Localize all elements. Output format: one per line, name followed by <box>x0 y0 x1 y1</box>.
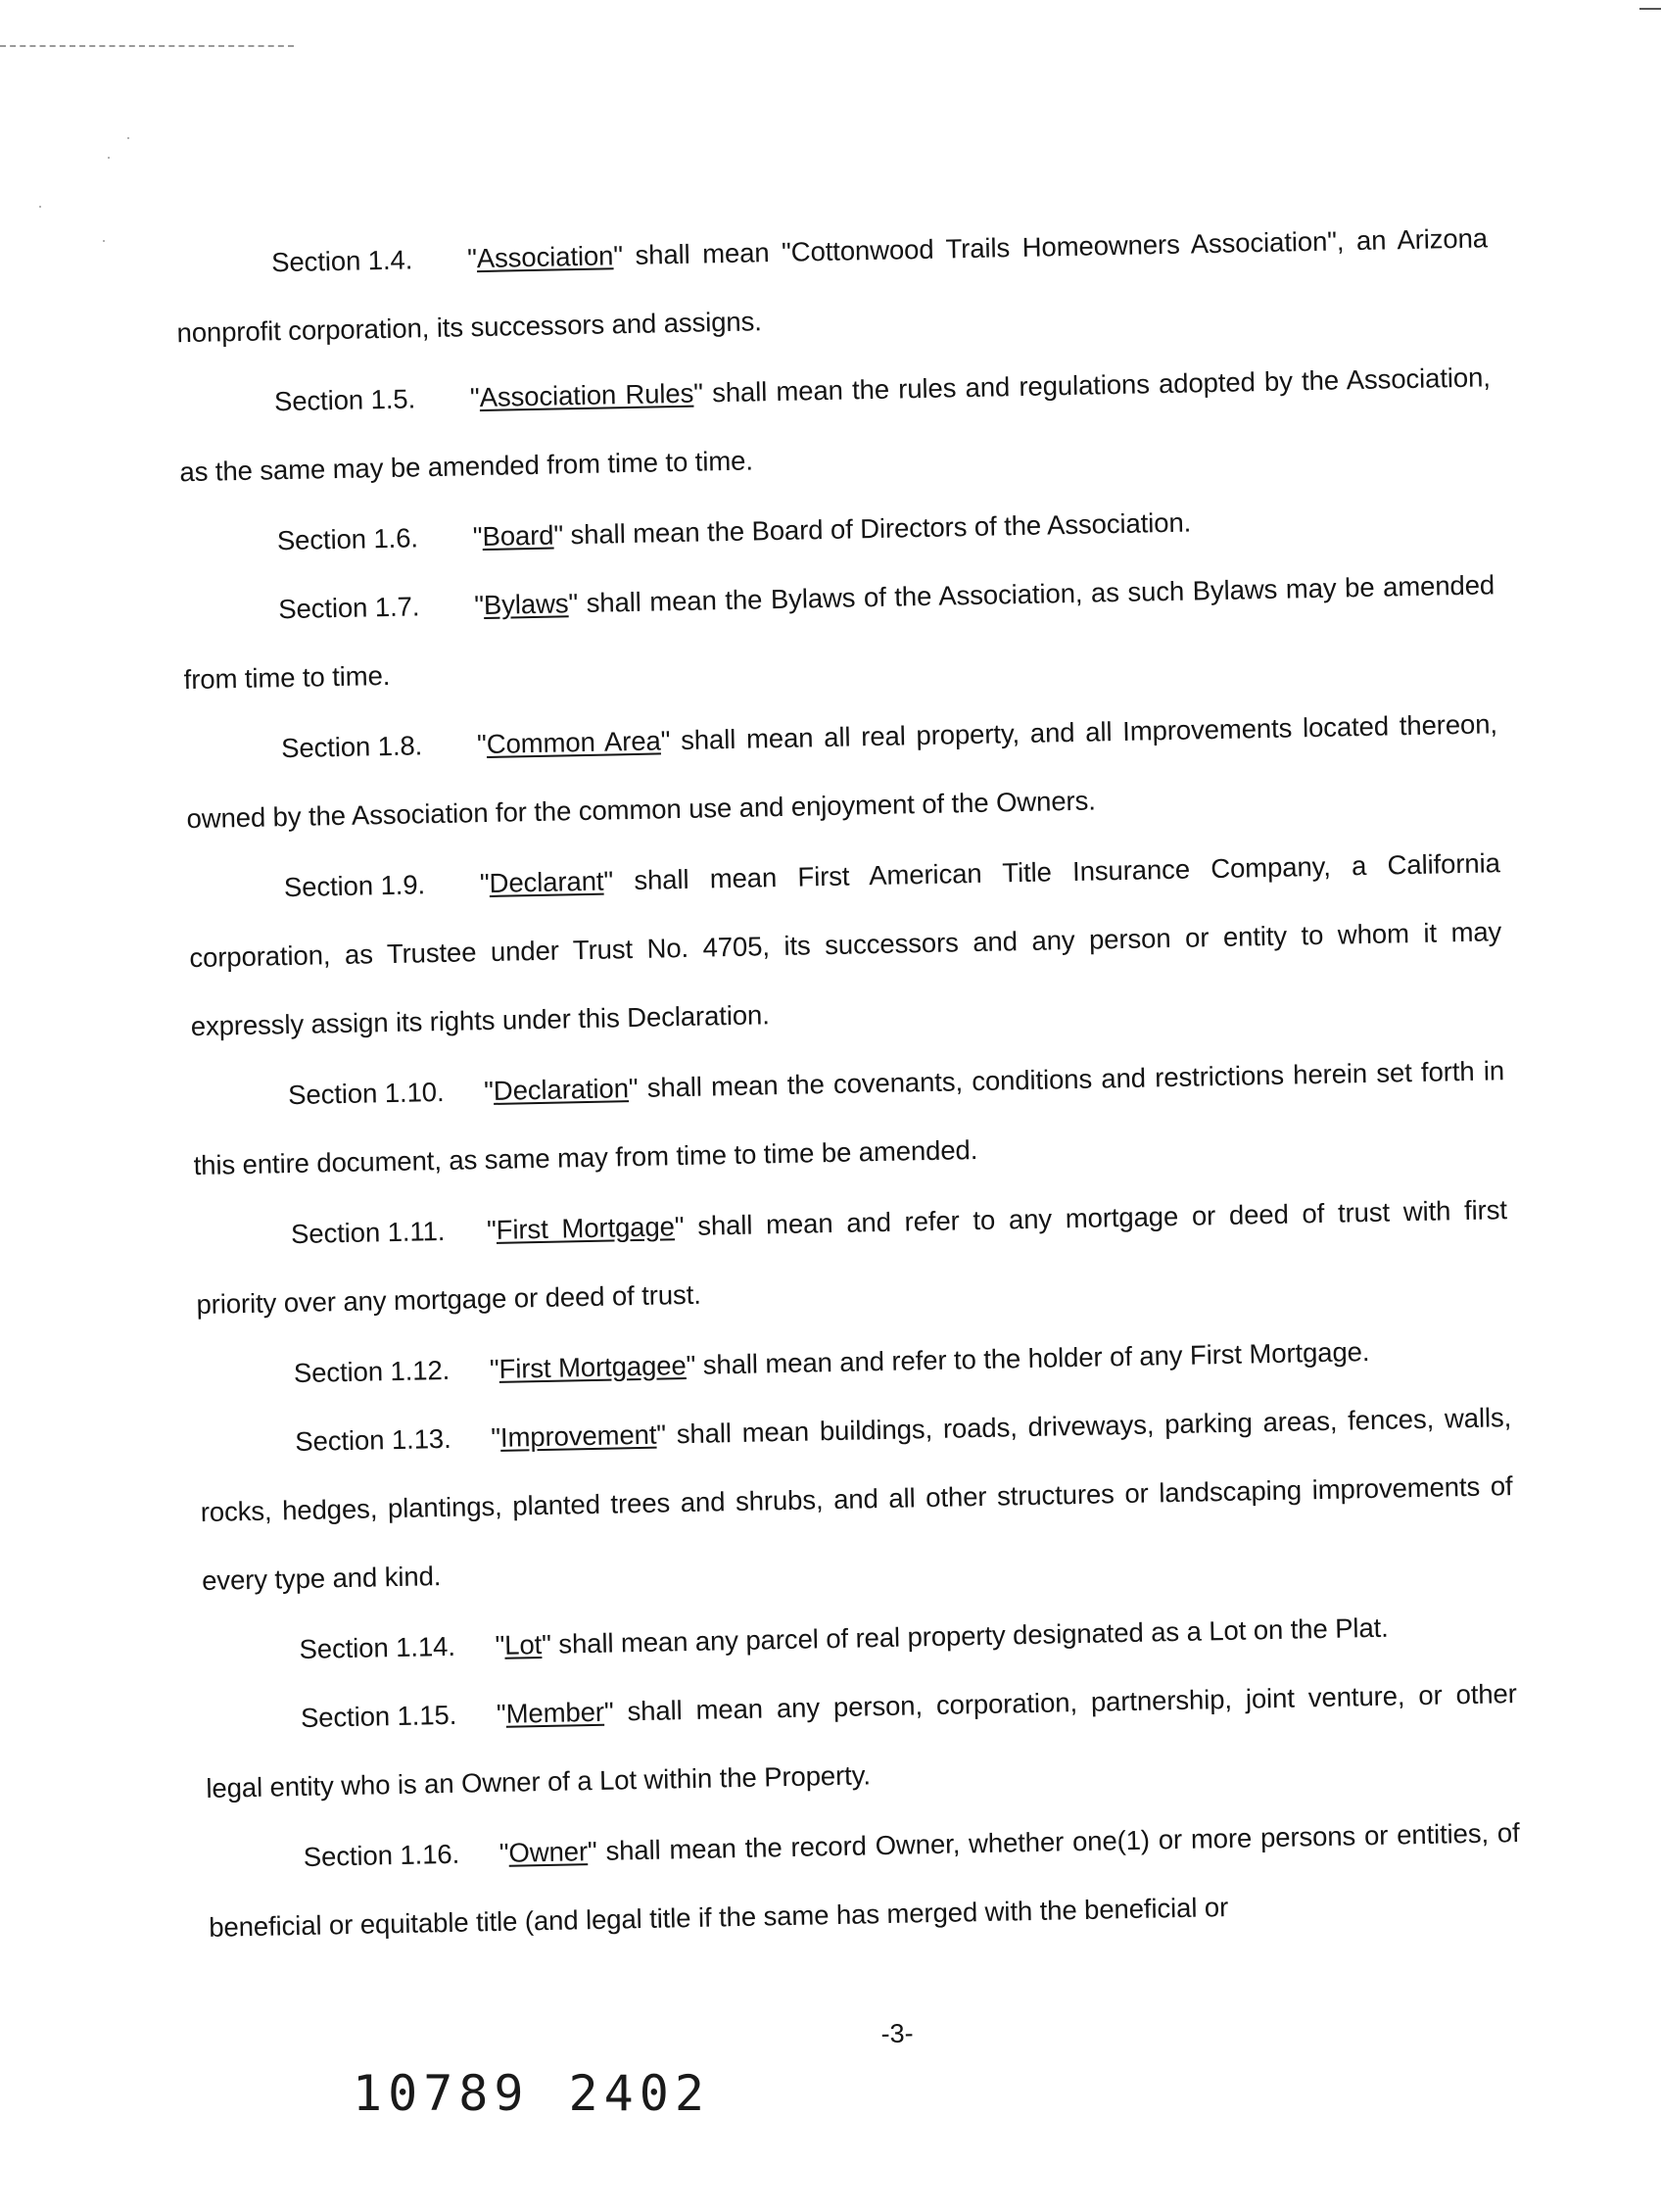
section-label: Section 1.8. <box>280 730 423 764</box>
section-label: Section 1.7. <box>277 591 420 625</box>
open-quote: " <box>466 243 478 274</box>
section-1-5 <box>177 343 1493 506</box>
scan-corner-mark <box>1639 8 1661 10</box>
open-quote: " <box>498 1837 509 1868</box>
open-quote: " <box>490 1421 501 1454</box>
open-quote: " <box>469 382 480 413</box>
open-quote: " <box>472 521 483 553</box>
definition-text: " shall mean First American Title Insurance Company, a California corporation, as Trustee under Trust No. 4705, its successors and any person or entity to whom it may expressly assign its rights under this Declaration. <box>189 847 1502 1042</box>
section-1-9 <box>187 829 1503 1061</box>
open-quote: " <box>479 867 490 899</box>
definition-text: " shall mean all real property, and all Improvements located thereon, owned by the Association for the common use and enjoyment of the Owners. <box>186 708 1498 835</box>
recording-book-number: 10789 <box>353 2065 530 2122</box>
open-quote: " <box>489 1353 499 1385</box>
section-1-16 <box>207 1799 1522 1962</box>
defined-term: Common Area <box>486 725 661 759</box>
section-label: Section 1.14. <box>299 1630 456 1665</box>
defined-term: Association Rules <box>479 377 694 413</box>
definition-text: " shall mean the record Owner, whether one(1) or more persons or entities, of beneficial or equitable title (and legal title if the same has merged with the beneficial or <box>208 1817 1520 1943</box>
definition-text: " shall mean buildings, roads, driveways, parking areas, fences, walls, rocks, hedges, plantings, planted trees and shrubs, and all other structures or landscaping improvements of every type and kind. <box>200 1402 1513 1596</box>
page-number: -3- <box>880 2018 914 2049</box>
section-1-10 <box>192 1036 1507 1200</box>
recording-stamp <box>353 2065 710 2122</box>
section-label: Section 1.12. <box>293 1354 451 1389</box>
definition-text: " shall mean any parcel of real property designated as a Lot on the Plat. <box>541 1611 1389 1660</box>
open-quote: " <box>473 590 485 621</box>
defined-term: Bylaws <box>483 588 569 621</box>
open-quote: " <box>495 1629 505 1660</box>
section-1-13 <box>199 1383 1515 1615</box>
definition-text: " shall mean any person, corporation, partnership, joint venture, or other legal entity who is an Owner of a Lot within the Property. <box>206 1678 1518 1803</box>
defined-term: Lot <box>503 1629 543 1660</box>
section-label: Section 1.9. <box>283 869 426 903</box>
section-1-11 <box>194 1176 1509 1339</box>
section-1-8 <box>184 690 1499 853</box>
section-label: Section 1.13. <box>295 1422 451 1458</box>
defined-term: First Mortgagee <box>498 1350 687 1384</box>
defined-term: First Mortgage <box>496 1211 676 1245</box>
definition-text: " shall mean the covenants, conditions and restrictions herein set forth in this entire document, as same may from time to time be amended. <box>193 1055 1505 1181</box>
defined-term: Declarant <box>489 865 604 898</box>
recording-page-number: 2402 <box>568 2065 710 2122</box>
definition-text: " shall mean the rules and regulations adopted by the Association, as the same may be amended from time to time. <box>179 361 1492 488</box>
section-1-7 <box>182 551 1497 714</box>
definition-text: " shall mean and refer to the holder of any First Mortgage. <box>686 1336 1370 1381</box>
defined-term: Improvement <box>499 1419 657 1453</box>
definition-text: " shall mean and refer to any mortgage or deed of trust with first priority over any mortgage or deed of trust. <box>196 1194 1508 1321</box>
section-label: Section 1.10. <box>287 1076 445 1111</box>
defined-term: Owner <box>508 1836 589 1868</box>
section-label: Section 1.11. <box>290 1215 446 1250</box>
section-label: Section 1.15. <box>300 1699 457 1733</box>
open-quote: " <box>483 1075 495 1107</box>
definition-text: " shall mean the Bylaws of the Association, as such Bylaws may be amended from time to time. <box>183 569 1495 696</box>
section-label: Section 1.16. <box>303 1838 460 1872</box>
section-1-4 <box>175 204 1491 367</box>
definition-text: " shall mean the Board of Directors of the Association. <box>553 506 1192 551</box>
section-label: Section 1.5. <box>273 383 416 417</box>
definition-text: " shall mean "Cottonwood Trails Homeowners Association", an Arizona nonprofit corporation, its successors and assigns. <box>176 222 1489 349</box>
section-label: Section 1.6. <box>276 522 419 556</box>
open-quote: " <box>476 728 488 760</box>
open-quote: " <box>496 1698 506 1729</box>
defined-term: Association <box>476 240 614 274</box>
section-1-15 <box>204 1659 1519 1823</box>
defined-term: Declaration <box>493 1073 630 1106</box>
defined-term: Member <box>505 1696 605 1729</box>
defined-term: Board <box>482 519 554 553</box>
open-quote: " <box>486 1214 498 1246</box>
section-label: Section 1.4. <box>270 244 413 278</box>
